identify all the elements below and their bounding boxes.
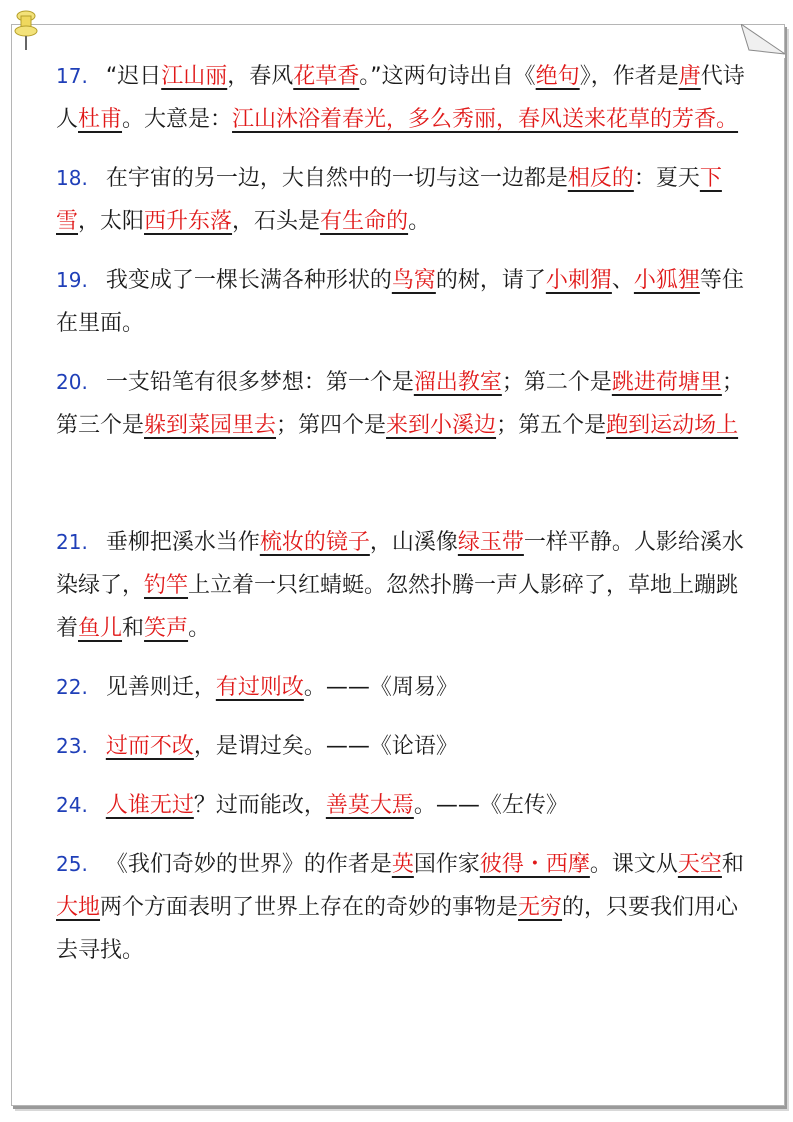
- question-number: 20.: [56, 370, 88, 394]
- question-text: 两个方面表明了世界上存在的奇妙的事物是: [100, 895, 519, 920]
- question-text: 。课文从: [589, 852, 678, 877]
- answer-text: 大地: [56, 895, 101, 920]
- answer-text: 无穷: [518, 895, 563, 920]
- spacer: [56, 463, 746, 521]
- answer-text: 跑到运动场上: [606, 413, 739, 438]
- answer-text: 相反的: [567, 166, 634, 191]
- answer-text: 过而不改: [105, 734, 194, 759]
- answer-text: 小刺猬: [545, 268, 612, 293]
- answer-text: 溜出教室: [413, 370, 502, 395]
- answer-text: 有过则改: [215, 675, 304, 700]
- answer-text: 江山沐浴着春光，多么秀丽，春风送来花草的芳香。: [232, 107, 739, 132]
- question-text: 垂柳把溪水当作: [105, 530, 260, 555]
- answer-text: 善莫大焉: [325, 793, 414, 818]
- answer-text: 躲到菜园里去: [144, 413, 277, 438]
- question-number: 18.: [56, 166, 88, 190]
- question-text: 国作家: [413, 852, 480, 877]
- question-text: ，山溪像: [369, 530, 458, 555]
- question-text: “迟日: [105, 64, 162, 89]
- question-text: ，石头是: [232, 209, 321, 234]
- question-item: [56, 666, 746, 709]
- question-text: 等住在里面。: [56, 268, 744, 336]
- question-text: 》，作者是: [579, 64, 679, 89]
- question-text: 和: [122, 616, 145, 641]
- answer-text: 杜甫: [78, 107, 123, 132]
- question-text: ；第四个是: [276, 413, 387, 438]
- question-text: 代诗人: [56, 64, 745, 132]
- question-number: 21.: [56, 530, 88, 554]
- question-text: 一样平静。人影给溪水染绿了，: [56, 530, 744, 598]
- question-text: 。——《左传》: [413, 793, 568, 818]
- question-number: 17.: [56, 64, 88, 88]
- answer-text: 花草香: [293, 64, 360, 89]
- answer-text: 有生命的: [320, 209, 409, 234]
- page-curl-corner: [741, 24, 785, 58]
- answer-text: 绝句: [535, 64, 580, 89]
- answer-text: 鱼儿: [78, 616, 123, 641]
- question-text: 我变成了一棵长满各种形状的: [105, 268, 392, 293]
- question-text: ；第二个是: [501, 370, 612, 395]
- question-text: ；第三个是: [56, 370, 744, 438]
- question-text: ：夏天: [633, 166, 700, 191]
- question-text: 。”这两句诗出自《: [359, 64, 536, 89]
- answer-text: 西升东落: [144, 209, 233, 234]
- question-number: 19.: [56, 268, 88, 292]
- question-number: 24.: [56, 793, 88, 817]
- question-text: 、: [611, 268, 634, 293]
- question-item: [56, 521, 746, 650]
- question-number: 23.: [56, 734, 88, 758]
- answer-text: 人谁无过: [105, 793, 194, 818]
- question-text: 。——《周易》: [303, 675, 458, 700]
- question-text: 的，只要我们用心去寻找。: [56, 895, 739, 963]
- question-text: 在宇宙的另一边，大自然中的一切与这一边都是: [105, 166, 568, 191]
- question-number: 25.: [56, 852, 88, 876]
- question-text: 《我们奇妙的世界》的作者是: [105, 852, 392, 877]
- answer-text: 天空: [677, 852, 722, 877]
- question-text: 的树，请了: [435, 268, 546, 293]
- answer-text: 英: [391, 852, 414, 877]
- answer-text: 小狐狸: [633, 268, 700, 293]
- pushpin-icon: [12, 10, 40, 52]
- question-item: [56, 361, 746, 447]
- answer-text: 笑声: [144, 616, 189, 641]
- question-item: [56, 784, 746, 827]
- question-text: ；第五个是: [496, 413, 607, 438]
- answer-text: 鸟窝: [391, 268, 436, 293]
- answer-text: 江山丽: [161, 64, 228, 89]
- question-text: 见善则迁，: [105, 675, 216, 700]
- question-text: 一支铅笔有很多梦想：第一个是: [105, 370, 414, 395]
- question-text: 和: [721, 852, 744, 877]
- answer-text: 跳进荷塘里: [611, 370, 722, 395]
- answer-text: 绿玉带: [457, 530, 524, 555]
- question-item: [56, 259, 746, 345]
- question-text: ，太阳: [78, 209, 145, 234]
- answer-text: 唐: [678, 64, 701, 89]
- answer-text: 钓竿: [144, 573, 189, 598]
- question-item: [56, 725, 746, 768]
- question-item: [56, 157, 746, 243]
- question-list: [56, 55, 746, 988]
- question-number: 22.: [56, 675, 88, 699]
- question-item: [56, 55, 746, 141]
- question-text: ，是谓过矣。——《论语》: [193, 734, 458, 759]
- question-text: 上立着一只红蜻蜓。忽然扑腾一声人影碎了，草地上蹦跳着: [56, 573, 739, 641]
- question-text: 。: [188, 616, 211, 641]
- question-text: 。: [408, 209, 431, 234]
- question-text: ，春风: [227, 64, 294, 89]
- question-text: 。大意是：: [122, 107, 233, 132]
- answer-text: 梳妆的镜子: [259, 530, 370, 555]
- question-item: [56, 843, 746, 972]
- question-text: ？过而能改，: [193, 793, 326, 818]
- answer-text: 彼得・西摩: [479, 852, 590, 877]
- answer-text: 下雪: [56, 166, 722, 234]
- answer-text: 来到小溪边: [386, 413, 497, 438]
